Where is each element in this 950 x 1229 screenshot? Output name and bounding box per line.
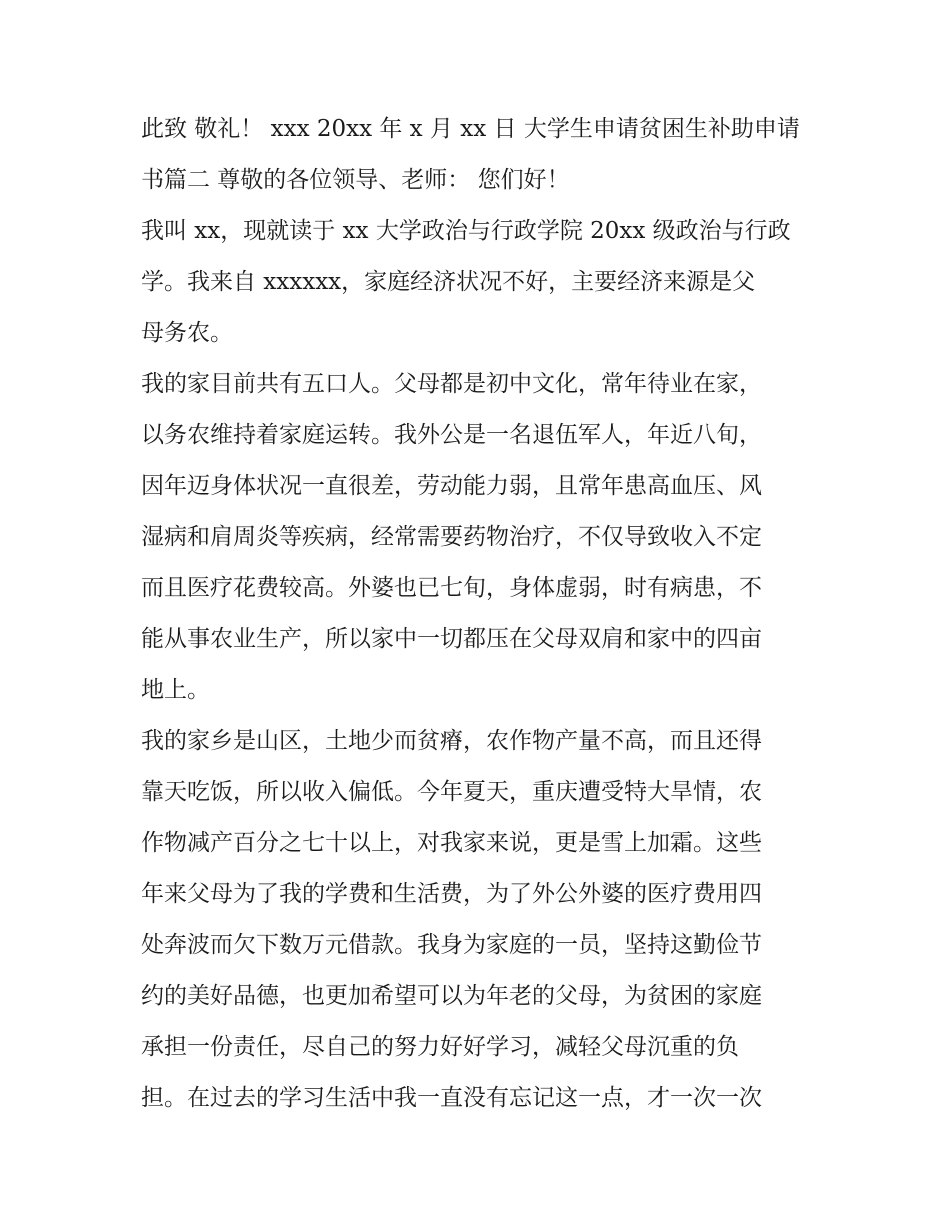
text-line: 学。我来自 xxxxxx，家庭经济状况不好，主要经济来源是父: [141, 269, 756, 295]
text-line: 承担一份责任，尽自己的努力好好学习，减轻父母沉重的负: [141, 1034, 739, 1060]
text-line: 能从事农业生产，所以家中一切都压在父母双肩和家中的四亩: [141, 626, 762, 652]
text-line: 我的家乡是山区，土地少而贫瘠，农作物产量不高，而且还得: [141, 728, 762, 754]
text-line: 母务农。: [141, 320, 233, 346]
text-line: 此致 敬礼！ xxx 20xx 年 x 月 xx 日 大学生申请贫困生补助申请: [141, 116, 800, 142]
text-line: 约的美好品德，也更加希望可以为年老的父母，为贫困的家庭: [141, 983, 762, 1009]
document-body: [141, 104, 821, 1124]
text-line: 我的家目前共有五口人。父母都是初中文化，常年待业在家，: [141, 371, 762, 397]
text-line: 地上。: [141, 677, 210, 703]
text-line: 靠天吃饭，所以收入偏低。今年夏天，重庆遭受特大旱情，农: [141, 779, 762, 805]
text-line: 年来父母为了我的学费和生活费，为了外公外婆的医疗费用四: [141, 881, 762, 907]
text-line: 书篇二 尊敬的各位领导、老师： 您们好！: [141, 167, 570, 193]
text-line: 担。在过去的学习生活中我一直没有忘记这一点，才一次一次: [141, 1085, 762, 1111]
text-line: 处奔波而欠下数万元借款。我身为家庭的一员，坚持这勤俭节: [141, 932, 762, 958]
text-line: 湿病和肩周炎等疾病，经常需要药物治疗，不仅导致收入不定: [141, 524, 762, 550]
text-line: 因年迈身体状况一直很差，劳动能力弱，且常年患高血压、风: [141, 473, 762, 499]
text-line: 我叫 xx，现就读于 xx 大学政治与行政学院 20xx 级政治与行政: [141, 218, 791, 244]
text-line: 以务农维持着家庭运转。我外公是一名退伍军人，年近八旬，: [141, 422, 762, 448]
text-line: 作物减产百分之七十以上，对我家来说，更是雪上加霜。这些: [141, 830, 762, 856]
text-line: 而且医疗花费较高。外婆也已七旬，身体虚弱，时有病患，不: [141, 575, 762, 601]
